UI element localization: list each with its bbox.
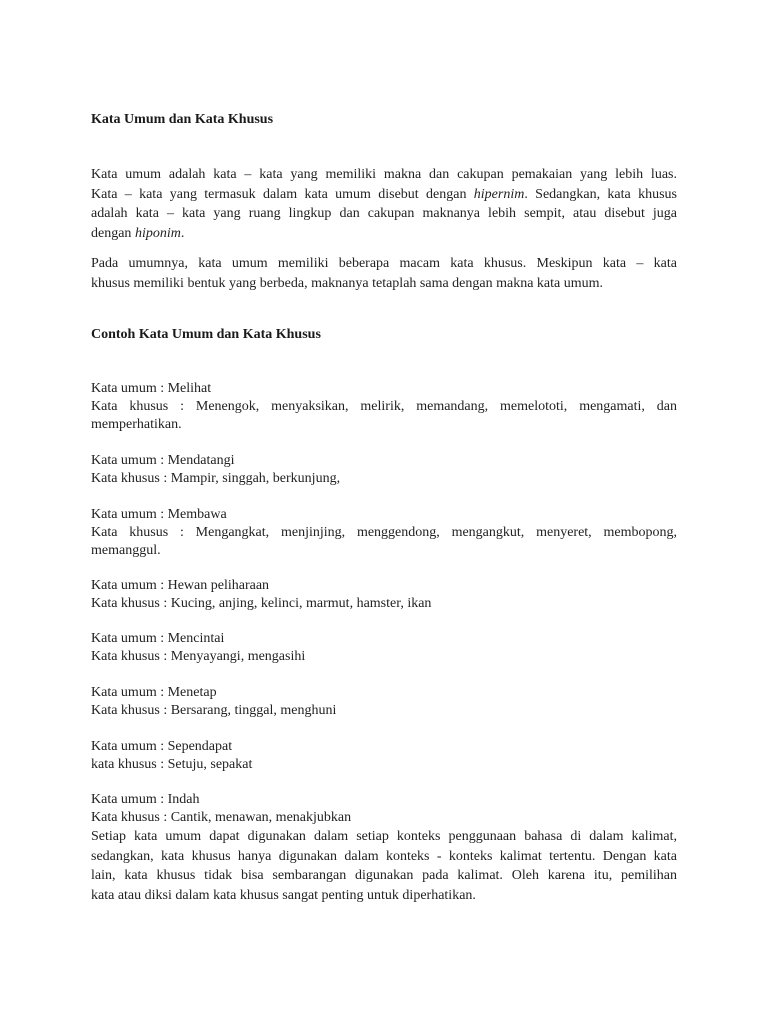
examples-heading: Contoh Kata Umum dan Kata Khusus [91, 327, 321, 342]
intro-line-3: adalah kata – kata yang ruang lingkup dan cakupan maknanya lebih sempit, atau disebut juga [91, 206, 677, 221]
closing-paragraph [91, 827, 677, 905]
kata-khusus-label: Kata khusus : Mengangkat, menjinjing, menggendong, mengangkut, menyeret, membopong, [91, 525, 677, 540]
kata-khusus-label: Kata khusus : Mampir, singgah, berkunjung, [91, 471, 341, 486]
example-menetap [91, 684, 677, 720]
hiponim-term: hiponim [134, 225, 181, 241]
document-title: Kata Umum dan Kata Khusus [91, 112, 274, 127]
intro-line-4: dengan hiponim. [91, 225, 185, 241]
example-hewan-peliharaan [91, 577, 677, 613]
example-sependapat [91, 738, 677, 774]
kata-khusus-label: Kata khusus : Bersarang, tinggal, menghuni [91, 703, 337, 718]
kata-umum-label: Kata umum : Hewan peliharaan [91, 578, 270, 593]
kata-umum-label: Kata umum : Mendatangi [91, 453, 235, 468]
example-mendatangi [91, 452, 677, 488]
para2-line-1: Pada umumnya, kata umum memiliki beberapa macam kata khusus. Meskipun kata – kata [91, 256, 677, 271]
kata-khusus-continuation: memanggul. [91, 543, 161, 558]
intro-paragraph [91, 165, 677, 243]
intro-line-2: Kata – kata yang termasuk dalam kata umum disebut dengan hipernim. Sedangkan, kata khusus [91, 186, 677, 202]
second-paragraph [91, 254, 677, 293]
kata-umum-label: Kata umum : Indah [91, 792, 200, 807]
kata-khusus-label: Kata khusus : Cantik, menawan, menakjubkan [91, 810, 352, 825]
example-indah [91, 791, 677, 827]
example-mencintai [91, 630, 677, 666]
intro-line-1: Kata umum adalah kata – kata yang memiliki makna dan cakupan pemakaian yang lebih luas. [91, 167, 677, 182]
para2-line-2: khusus memiliki bentuk yang berbeda, maknanya tetaplah sama dengan makna kata umum. [91, 275, 604, 291]
kata-umum-label: Kata umum : Mencintai [91, 631, 225, 646]
kata-khusus-label: Kata khusus : Kucing, anjing, kelinci, marmut, hamster, ikan [91, 596, 432, 611]
closing-line-3: lain, kata khusus tidak bisa sembarangan digunakan pada kalimat. Oleh karena itu, pemilihan [91, 868, 677, 883]
kata-umum-label: Kata umum : Menetap [91, 685, 217, 700]
kata-khusus-continuation: memperhatikan. [91, 417, 182, 432]
closing-line-1: Setiap kata umum dapat digunakan dalam setiap konteks penggunaan bahasa di dalam kalimat, [91, 829, 677, 844]
example-melihat [91, 380, 677, 434]
kata-khusus-label: Kata khusus : Menyayangi, mengasihi [91, 649, 306, 664]
kata-umum-label: Kata umum : Membawa [91, 507, 227, 522]
kata-khusus-label: kata khusus : Setuju, sepakat [91, 757, 253, 772]
kata-umum-label: Kata umum : Melihat [91, 381, 212, 396]
closing-line-2: sedangkan, kata khusus hanya digunakan dalam konteks - konteks kalimat tertentu. Dengan kata [91, 848, 677, 864]
closing-line-4: kata atau diksi dalam kata khusus sangat penting untuk diperhatikan. [91, 887, 476, 903]
kata-khusus-label: Kata khusus : Menengok, menyaksikan, melirik, memandang, memelototi, mengamati, dan [91, 399, 677, 414]
kata-umum-label: Kata umum : Sependapat [91, 739, 233, 754]
example-membawa [91, 506, 677, 560]
hipernim-term: hipernim [473, 186, 525, 202]
